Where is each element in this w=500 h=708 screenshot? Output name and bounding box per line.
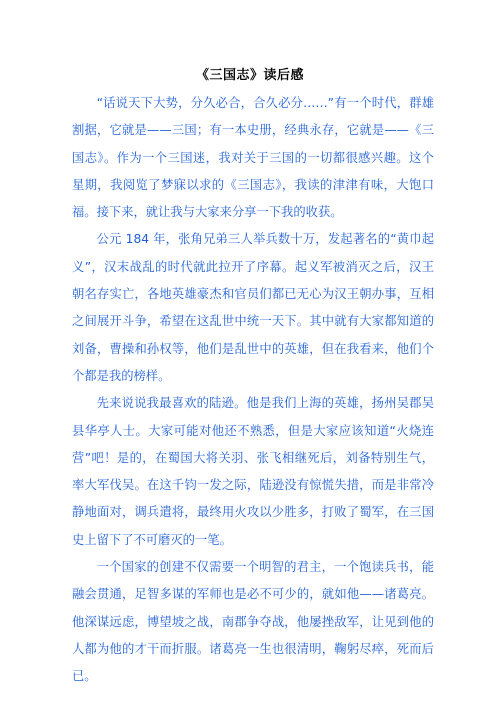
- paragraph-1: “话说天下大势，分久必合，合久必分……”有一个时代，群雄割据，它就是——三国；有一本史册，经典永存，它就是——《三国志》。作为一个三国迷，我对关于三国的一切都很感兴趣。这个星期，我阅览了梦寐以求的《三国志》，我读的津津有味，大饱口福。接下来，就让我与大家来分享一下我的收获。: [72, 96, 434, 220]
- document-body: [72, 90, 434, 691]
- paragraph-3: 先来说说我最喜欢的陆逊。他是我们上海的英雄，扬州吴郡吴县华亭人士。大家可能对他还不熟悉，但是大家应该知道“火烧连营”吧！是的，在蜀国大将关羽、张飞相继死后，刘备特别生气，率大军伐吴。在这千钧一发之际，陆逊没有惊慌失措，而是非常冷静地面对，调兵遣将，最终用火攻以少胜多，打败了蜀军，在三国史上留下了不可磨灭的一笔。: [72, 396, 434, 547]
- document-title: 《三国志》读后感: [195, 68, 304, 83]
- paragraph-2: 公元 184 年，张角兄弟三人举兵数十万，发起著名的“黄巾起义”，汉末战乱的时代就此拉开了序幕。起义军被消灭之后，汉王朝名存实亡，各地英雄豪杰和官员们都已无心为汉王朝办事，互相之间展开斗争，希望在这乱世中统一天下。其中就有大家都知道的刘备，曹操和孙权等，他们是乱世中的英雄，但在我看来，他们个个都是我的榜样。: [72, 232, 434, 383]
- paragraph-4: 一个国家的创建不仅需要一个明智的君主，一个饱读兵书，能融会贯通，足智多谋的军师也是必不可少的，就如他——诸葛亮。他深谋远虑，博望坡之战，南郡争夺战，他屡挫敌军，让见到他的人都为他的才干而折服。诸葛亮一生也很清明，鞠躬尽瘁，死而后已。: [72, 560, 434, 684]
